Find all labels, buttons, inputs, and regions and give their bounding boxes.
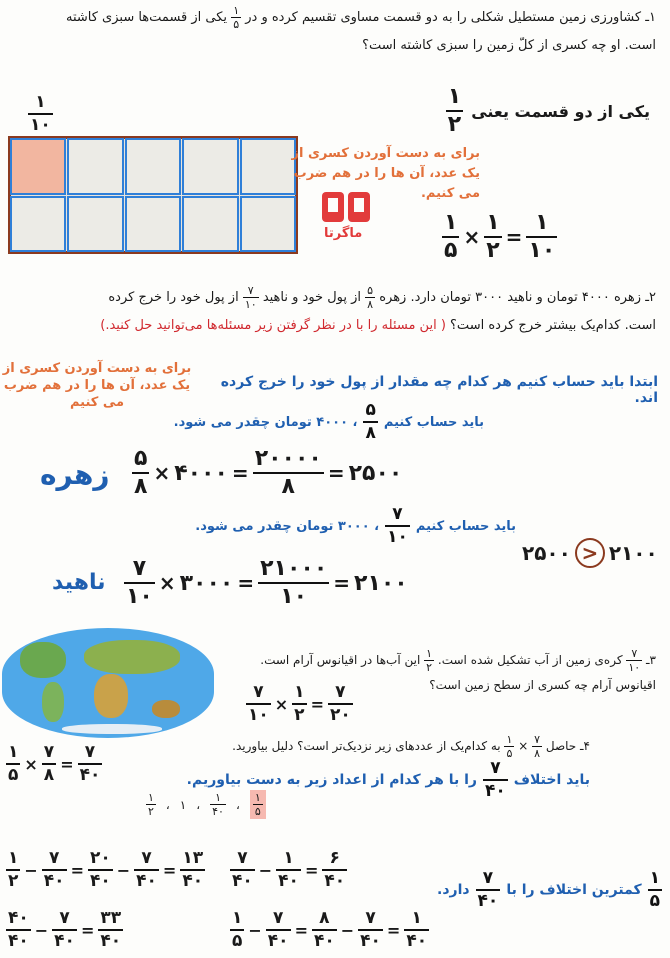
fraction: $\frac{۱}{۲}$ (486, 210, 500, 263)
fraction: $\frac{۷}{۲۰}$ (329, 682, 351, 725)
fraction: $\frac{۷}{۱۰}$ (244, 284, 257, 311)
fraction: $\frac{۷}{۸}$ (43, 742, 55, 785)
problem4-instruction: باید اختلاف $\frac{۷}{۴۰}$ را با هر کدام از اعداد زیر به دست بیاوریم. (186, 758, 590, 801)
fraction: $\frac{۱۳}{۴۰}$ (182, 848, 204, 891)
fraction: $\frac{۸}{۴۰}$ (313, 908, 335, 951)
tenth-fraction: ۱ ۱۰ (30, 92, 51, 135)
closest-option: $\frac{۱}{۵}$ (250, 790, 266, 819)
compare-result: ۲۵۰۰ > ۲۱۰۰ (522, 538, 658, 568)
problem4-text: ۴ـ حاصل $\frac{۷}{۸}$ × $\frac{۱}{۵}$ به کدام‌یک از عددهای زیر نزدیک‌تر است؟ دلیل بیاورید. (232, 733, 590, 760)
problem1-text: ۱ـ کشاورزی زمین مستطیل شکلی را به دو قسمت مساوی تقسیم کرده و در $\frac{۱}{۵}$ یکی از قسمت‌ها سبزی کاشته است. او چه کسری از کلّ زمین را سبزی کاشته است؟ (65, 4, 656, 53)
fraction: $\frac{۷}{۴۰}$ (267, 908, 289, 951)
fraction: $\frac{۱}{۴۰}$ (212, 791, 224, 818)
fraction: $\frac{۶}{۴۰}$ (324, 848, 346, 891)
multiply-hint: برای به دست آوردن کسری از یک عدد، آن ها را در هم ضرب می کنیم. (291, 146, 480, 201)
problem3-text: ۳ـ $\frac{۷}{۱۰}$ کره‌ی زمین از آب تشکیل شده است. $\frac{۱}{۲}$ این آب‌ها در اقیانوس آرام است. اقیانوس آرام چه کسری از سطح زمین است؟ (260, 647, 656, 692)
greater-than-circle: > (575, 538, 605, 568)
answer-line: $\frac{۱}{۵}$ کمترین اختلاف را با $\frac{۷}{۴۰}$ دارد. (437, 868, 660, 911)
problem4-equation: $\frac{۱}{۵}$ × $\frac{۷}{۸}$ = $\frac{۷}{۴۰}$ (8, 742, 101, 785)
fraction: $\frac{۷}{۱۰}$ (126, 556, 153, 609)
first-step: ابتدا باید حساب کنیم هر کدام چه مقدار از پول خود را خرج کرده اند. (220, 374, 658, 406)
problem3-equation: $\frac{۷}{۱۰}$ × $\frac{۱}{۲}$ = $\frac{۷}{۲۰}$ (248, 682, 351, 725)
fraction: $\frac{۷}{۴۰}$ (54, 908, 75, 951)
half-label: یکی از دو قسمت یعنی $\frac{۱}{۲}$ (447, 84, 650, 137)
calc2: $\frac{۷}{۴۰}$ − $\frac{۱}{۴۰}$ = $\frac{۶}{۴۰}$ (232, 848, 346, 891)
fraction: $\frac{۱}{۴۰}$ (278, 848, 299, 891)
zohreh-equation: $\frac{۵}{۸}$ × ۴۰۰۰ = $\frac{۲۰۰۰۰}{۸}$ = ۲۵۰۰ (134, 446, 403, 499)
fraction: $\frac{۷}{۱۰}$ (248, 682, 269, 725)
fraction: $\frac{۵}{۸}$ (134, 446, 148, 499)
fraction: $\frac{۱}{۲}$ (294, 682, 305, 725)
fraction: $\frac{۱}{۵}$ (232, 908, 243, 951)
fraction: $\frac{۷}{۴۰}$ (477, 868, 499, 911)
fraction: $\frac{۷}{۱۰}$ (387, 504, 408, 547)
nahid-equation: $\frac{۷}{۱۰}$ × ۳۰۰۰ = $\frac{۲۱۰۰۰}{۱۰}$ = ۲۱۰۰ (126, 556, 408, 609)
fraction: $\frac{۱}{۴۰}$ (406, 908, 428, 951)
fraction: $\frac{۷}{۱۰}$ (628, 647, 641, 674)
fraction: $\frac{۳۳}{۴۰}$ (100, 908, 122, 951)
fraction: $\frac{۱}{۲}$ (148, 791, 154, 818)
world-map (2, 628, 214, 738)
nahid-calc: باید حساب کنیم $\frac{۷}{۱۰}$ ، ۳۰۰۰ تومان چقدر می شود. (195, 504, 516, 547)
field-grid (8, 136, 298, 254)
fraction: $\frac{۷}{۴۰}$ (136, 848, 157, 891)
fraction: $\frac{۲۰}{۴۰}$ (89, 848, 111, 891)
zohreh-name: زهره (40, 458, 110, 491)
calc4: $\frac{۱}{۵}$ − $\frac{۷}{۴۰}$ = $\frac{۸}{۴۰}$ − $\frac{۷}{۴۰}$ = $\frac{۱}{۴۰}$ (232, 908, 428, 951)
fraction: $\frac{۲۰۰۰۰}{۸}$ (254, 446, 322, 499)
half-fraction: $\frac{۱}{۲}$ (447, 84, 462, 137)
fraction: $\frac{۱}{۱۰}$ (528, 210, 556, 263)
fraction: $\frac{۷}{۸}$ (534, 733, 541, 760)
calc1: $\frac{۱}{۲}$ − $\frac{۷}{۴۰}$ = $\frac{۲۰}{۴۰}$ − $\frac{۷}{۴۰}$ = $\frac{۱۳}{۴۰}$ (8, 848, 204, 891)
fraction: $\frac{۷}{۴۰}$ (232, 848, 253, 891)
magerta-logo: ماگرتا (318, 188, 398, 252)
problem1-equation: $\frac{۱}{۵}$ × $\frac{۱}{۲}$ = $\frac{۱}{۱۰}$ (444, 210, 556, 263)
fraction: $\frac{۷}{۴۰}$ (79, 742, 101, 785)
fraction: $\frac{۱}{۲}$ (426, 647, 433, 674)
fraction: $\frac{۱}{۲}$ (8, 848, 19, 891)
fraction: $\frac{۵}{۸}$ (367, 284, 374, 311)
fraction: $\frac{۱}{۵}$ (649, 868, 660, 911)
zohreh-calc: باید حساب کنیم $\frac{۵}{۸}$ ، ۴۰۰۰ تومان چقدر می شود. (173, 400, 484, 443)
fraction: $\frac{۱}{۵}$ (8, 742, 19, 785)
fraction: $\frac{۱}{۵}$ (233, 4, 240, 31)
fraction: $\frac{۱}{۵}$ (506, 733, 513, 760)
fraction: $\frac{۷}{۴۰}$ (485, 758, 506, 801)
fraction: $\frac{۵}{۸}$ (365, 400, 376, 443)
fraction: $\frac{۷}{۴۰}$ (360, 908, 381, 951)
fraction: $\frac{۴۰}{۴۰}$ (8, 908, 29, 951)
side-hint: برای به دست آوردن کسری از یک عدد، آن ها را در هم ضرب می کنیم (2, 361, 192, 410)
problem2-text: ۲ـ زهره ۴۰۰۰ تومان و ناهید ۳۰۰۰ تومان دارد. زهره $\frac{۵}{۸}$ از پول خود و ناهید $\frac{۷}{۱۰}$ از پول خود را خرج کرده است. کدام‌یک بیشتر خرج کرده است؟ ( این مسئله را با در نظر گرفتن زیر مسئله‌ها می‌توانید حل کنید.) (100, 284, 656, 333)
nahid-name: ناهید (52, 570, 106, 595)
options-row: $\frac{۱}{۲}$ ، ۱ ، $\frac{۱}{۴۰}$ ، $\frac{۱}{۵}$ (146, 790, 266, 819)
shaded-cell (11, 139, 65, 194)
fraction: $\frac{۷}{۴۰}$ (43, 848, 65, 891)
fraction: $\frac{۱}{۵}$ (444, 210, 458, 263)
calc3: $\frac{۴۰}{۴۰}$ − $\frac{۷}{۴۰}$ = $\frac{۳۳}{۴۰}$ (8, 908, 122, 951)
fraction: $\frac{۲۱۰۰۰}{۱۰}$ (260, 556, 328, 609)
